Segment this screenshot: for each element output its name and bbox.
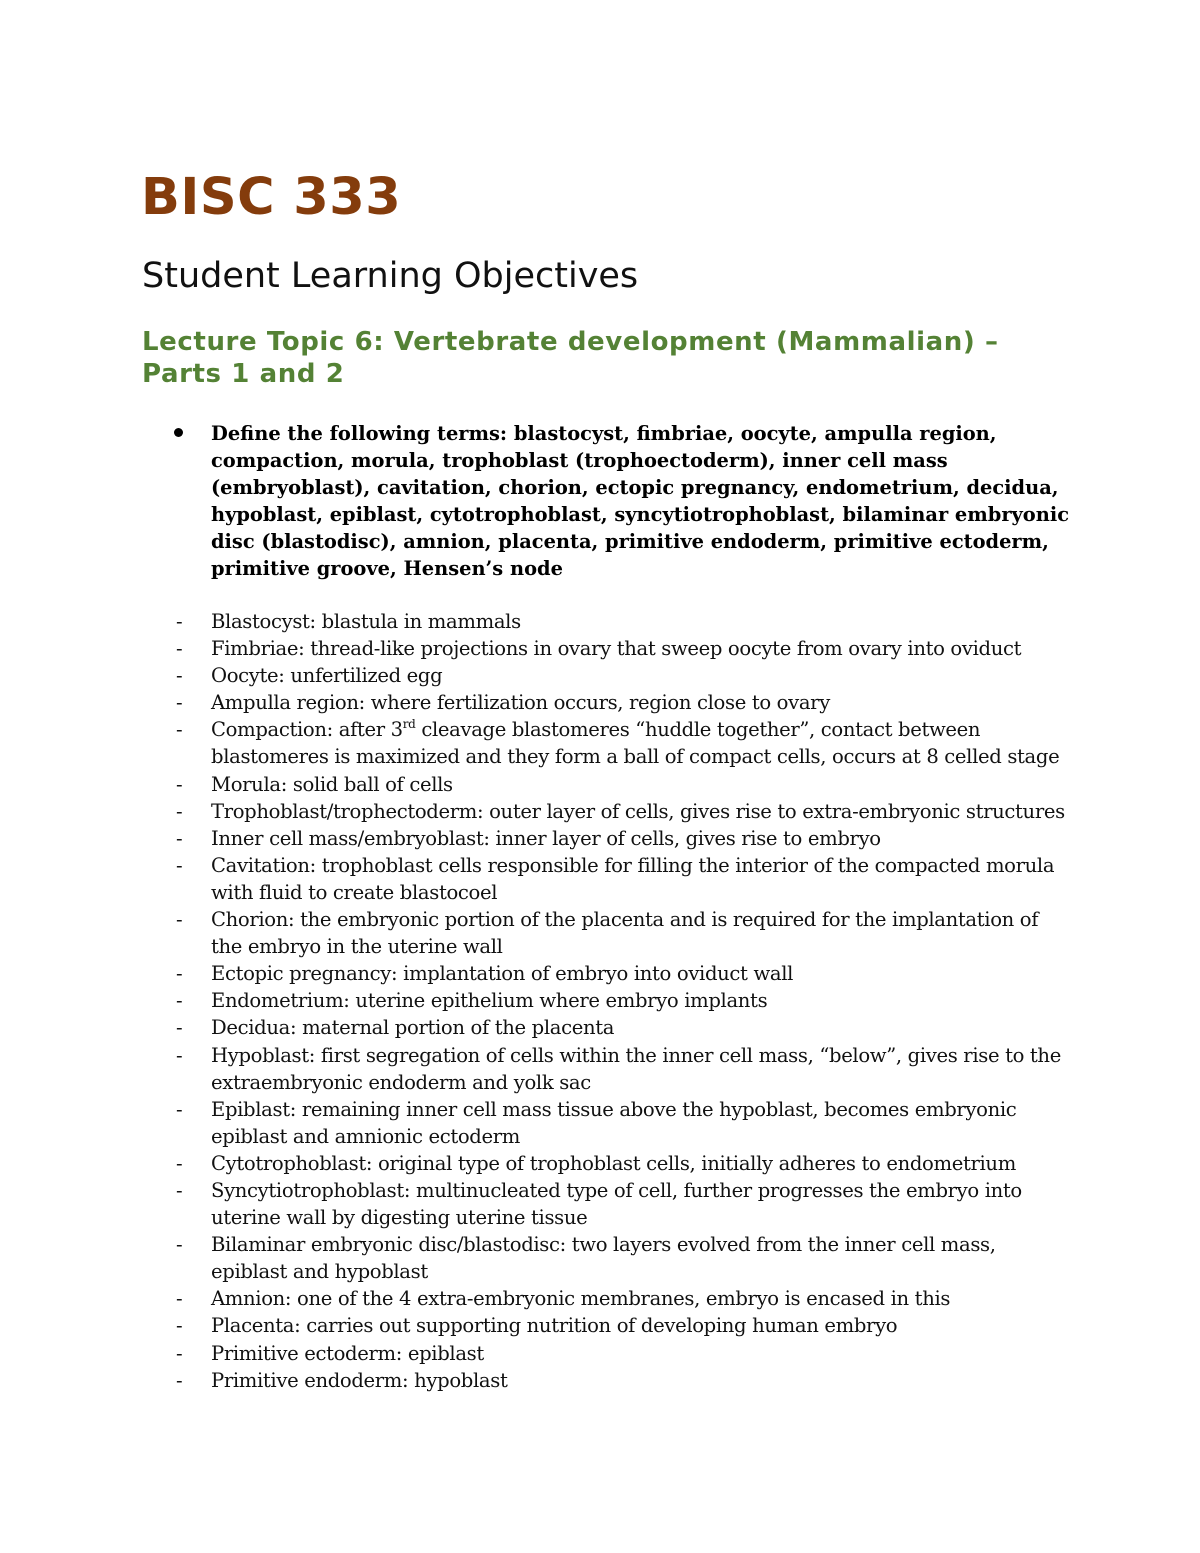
- dash-bullet: -: [176, 1151, 183, 1175]
- bullet-dot-icon: [174, 428, 183, 437]
- dash-bullet: -: [176, 1314, 183, 1338]
- definition-text: cleavage blastomeres “huddle together”, contact between blastomeres is maximized and they form a ball of compact cells, occurs at 8 celled stage: [211, 718, 1060, 769]
- definition-item: [0, 771, 1071, 798]
- definition-text: Ectopic pregnancy: implantation of embryo into oviduct wall: [211, 962, 794, 986]
- definition-text: Primitive ectoderm: epiblast: [211, 1341, 484, 1365]
- course-title: BISC 333: [141, 168, 402, 227]
- definition-text: Fimbriae: thread-like projections in ovary that sweep oocyte from ovary into oviduct: [211, 637, 1022, 661]
- dash-bullet: -: [176, 799, 183, 823]
- dash-bullet: -: [176, 853, 183, 877]
- definition-item: [0, 1042, 1071, 1096]
- definition-text: Morula: solid ball of cells: [211, 772, 453, 796]
- definition-text: Ampulla region: where fertilization occurs, region close to ovary: [211, 691, 830, 715]
- dash-bullet: -: [176, 908, 183, 932]
- definition-text: Epiblast: remaining inner cell mass tissue above the hypoblast, becomes embryonic epiblast and amnionic ectoderm: [211, 1097, 1017, 1148]
- definition-text: Placenta: carries out supporting nutrition of developing human embryo: [211, 1314, 898, 1338]
- definition-item: [0, 852, 1071, 906]
- definition-item: [0, 1312, 1071, 1339]
- lecture-topic-heading: Lecture Topic 6: Vertebrate development (Mammalian) – Parts 1 and 2: [142, 327, 999, 389]
- dash-bullet: -: [176, 691, 183, 715]
- definition-text: Trophoblast/trophectoderm: outer layer of cells, gives rise to extra-embryonic structures: [211, 799, 1065, 823]
- definition-item: [0, 1096, 1071, 1150]
- dash-bullet: -: [176, 1368, 183, 1392]
- dash-bullet: -: [176, 1016, 183, 1040]
- definition-item: [0, 635, 1071, 662]
- dash-bullet: -: [176, 826, 183, 850]
- definition-text: Chorion: the embryonic portion of the placenta and is required for the implantation of the embryo in the uterine wall: [211, 908, 1039, 959]
- definition-item: [0, 987, 1071, 1014]
- definition-text: Oocyte: unfertilized egg: [211, 664, 443, 688]
- definition-item: [0, 798, 1071, 825]
- definition-item: [0, 716, 1071, 770]
- dash-bullet: -: [176, 772, 183, 796]
- definition-item: [0, 662, 1071, 689]
- definition-text: Decidua: maternal portion of the placenta: [211, 1016, 615, 1040]
- definition-item: [0, 825, 1071, 852]
- definition-text: Bilaminar embryonic disc/blastodisc: two layers evolved from the inner cell mass, epiblast and hypoblast: [211, 1233, 996, 1284]
- definition-item: [0, 1367, 1071, 1394]
- definition-item: [0, 1340, 1071, 1367]
- dash-bullet: -: [176, 664, 183, 688]
- definition-text: Hypoblast: first segregation of cells within the inner cell mass, “below”, gives rise to the extraembryonic endoderm and yolk sac: [211, 1043, 1061, 1094]
- definition-item: [0, 1285, 1071, 1312]
- dash-bullet: -: [176, 637, 183, 661]
- dash-bullet: -: [176, 1341, 183, 1365]
- definition-item: [0, 689, 1071, 716]
- definition-item: [0, 1231, 1071, 1285]
- definition-item: [0, 608, 1071, 635]
- definition-text: Cytotrophoblast: original type of trophoblast cells, initially adheres to endometrium: [211, 1151, 1016, 1175]
- definition-text: Primitive endoderm: hypoblast: [211, 1368, 508, 1392]
- dash-bullet: -: [176, 1233, 183, 1257]
- dash-bullet: -: [176, 1043, 183, 1067]
- ordinal-superscript: rd: [402, 717, 416, 732]
- definition-item: [0, 906, 1071, 960]
- dash-bullet: -: [176, 989, 183, 1013]
- definition-text: Amnion: one of the 4 extra-embryonic membranes, embryo is encased in this: [211, 1287, 951, 1311]
- learning-objective: Define the following terms: blastocyst, fimbriae, oocyte, ampulla region, compaction, morula, trophoblast (trophoectoderm), inner cell mass (embryoblast), cavitation, chorion, ectopic pregnancy, endometrium, decidua, hypoblast, epiblast, cytotrophoblast, syncytiotrophoblast, bilaminar embryonic disc (blastodisc), amnion, placenta, primitive endoderm, primitive ectoderm, primitive groove, Hensen’s node: [211, 422, 1070, 580]
- definition-item: [0, 1150, 1071, 1177]
- page-subtitle: Student Learning Objectives: [142, 256, 639, 296]
- definition-item: [0, 1014, 1071, 1041]
- definitions-list: [0, 608, 1200, 1394]
- dash-bullet: -: [176, 1287, 183, 1311]
- definition-item: [0, 960, 1071, 987]
- definition-item: [0, 1177, 1071, 1231]
- dash-bullet: -: [176, 610, 183, 633]
- dash-bullet: -: [176, 1097, 183, 1121]
- definition-text: Endometrium: uterine epithelium where embryo implants: [211, 989, 768, 1013]
- definition-text: Cavitation: trophoblast cells responsible for filling the interior of the compacted morula with fluid to create blastocoel: [211, 853, 1055, 904]
- dash-bullet: -: [176, 962, 183, 986]
- definition-text: Blastocyst: blastula in mammals: [211, 610, 521, 633]
- definition-text: Inner cell mass/embryoblast: inner layer of cells, gives rise to embryo: [211, 826, 881, 850]
- dash-bullet: -: [176, 1178, 183, 1202]
- dash-bullet: -: [176, 718, 183, 742]
- definition-text: Syncytiotrophoblast: multinucleated type of cell, further progresses the embryo into uterine wall by digesting uterine tissue: [211, 1178, 1022, 1230]
- definition-text: Compaction: after 3: [211, 718, 403, 742]
